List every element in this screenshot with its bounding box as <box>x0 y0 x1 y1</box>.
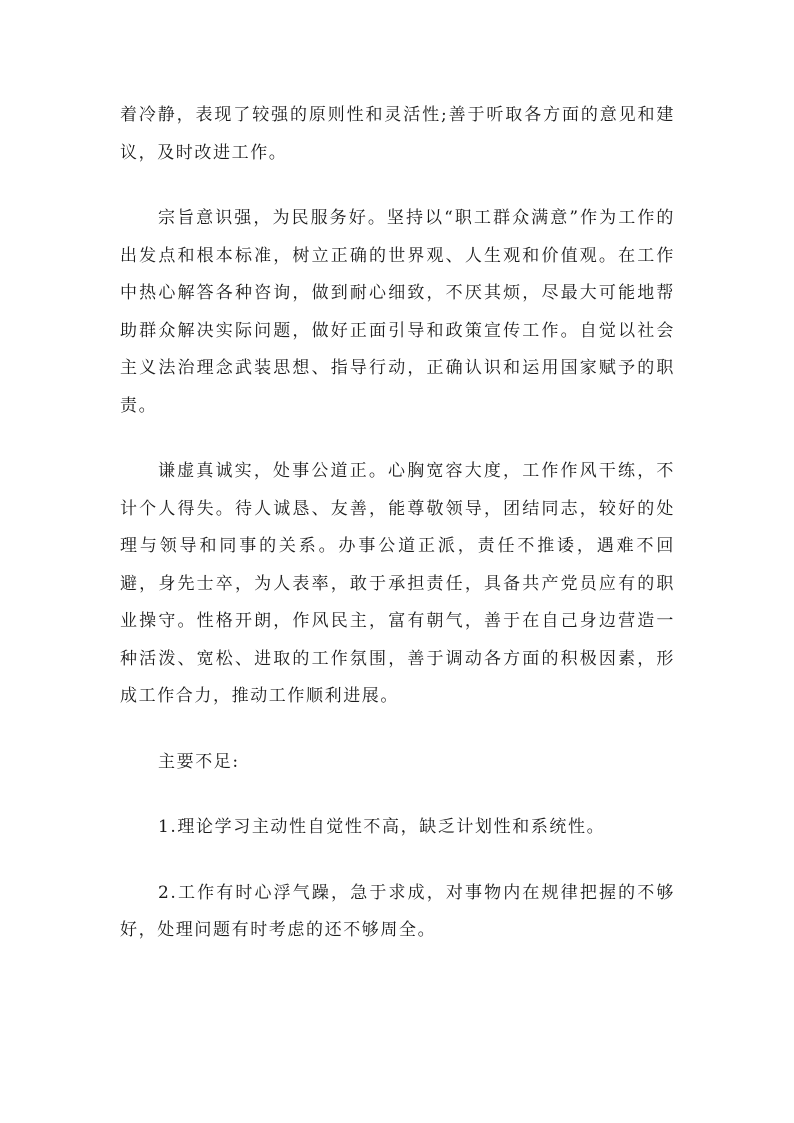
paragraph-continued: 着冷静，表现了较强的原则性和灵活性;善于听取各方面的意见和建议，及时改进工作。 <box>120 105 675 163</box>
paragraph-shortcoming-2: 2.工作有时心浮气躁，急于求成，对事物内在规律把握的不够好，处理问题有时考虑的还不够周全。 <box>120 882 675 940</box>
paragraph-service-awareness: 宗旨意识强，为民服务好。坚持以“职工群众满意”作为工作的出发点和根本标准，树立正确的世界观、人生观和价值观。在工作中热心解答各种咨询，做到耐心细致，不厌其烦，尽最大可能地帮助群众解决实际问题，做好正面引导和政策宣传工作。自觉以社会主义法治理念武装思想、指导行动，正确认识和运用国家赋予的职责。 <box>120 208 675 416</box>
paragraph-shortcoming-1: 1.理论学习主动性自觉性不高，缺乏计划性和系统性。 <box>158 817 606 837</box>
document-body <box>120 97 675 978</box>
paragraph-integrity: 谦虚真诚实，处事公道正。心胸宽容大度，工作作风干练，不计个人得失。待人诚恳、友善，能尊敬领导，团结同志，较好的处理与领导和同事的关系。办事公道正派，责任不推诿，遇难不回避，身先士卒，为人表率，敢于承担责任，具备共产党员应有的职业操守。性格开朗，作风民主，富有朝气，善于在自己身边营造一种活泼、宽松、进取的工作氛围，善于调动各方面的积极因素，形成工作合力，推动工作顺利进展。 <box>120 461 675 706</box>
paragraph-shortcomings-heading: 主要不足: <box>158 751 240 772</box>
